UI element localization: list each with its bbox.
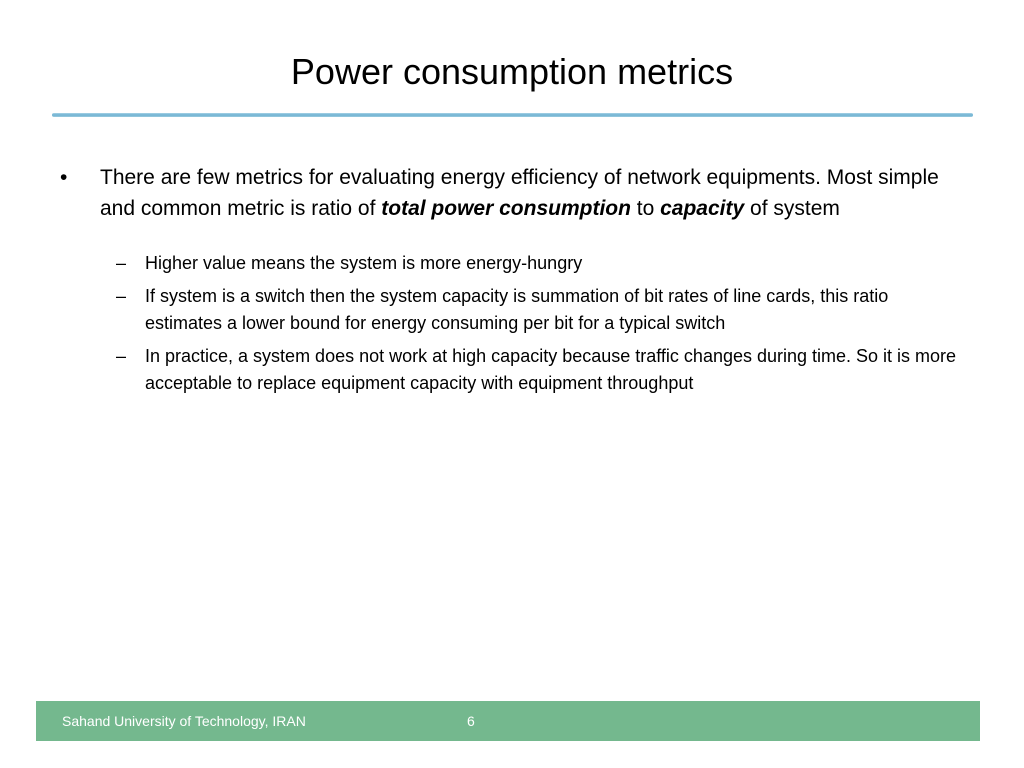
main-bullet-emphasis-2: capacity	[660, 197, 745, 220]
sub-bullet	[60, 250, 960, 277]
main-bullet	[60, 162, 960, 224]
sub-bullet-marker: –	[116, 253, 127, 273]
main-bullet-text-3: of system	[744, 197, 840, 220]
sub-bullet-marker: –	[116, 346, 127, 366]
main-bullet-text-2: to	[630, 197, 661, 220]
main-bullet-emphasis-1: total power consumption	[381, 197, 631, 220]
slide-content	[60, 162, 960, 403]
sub-bullet-marker: –	[116, 286, 127, 306]
sub-bullet-text: Higher value means the system is more energy-hungry	[145, 253, 583, 273]
sub-bullet-text: In practice, a system does not work at high capacity because traffic changes during time. So it is more acceptable to replace equipment capacity with equipment throughput	[145, 346, 957, 393]
page-number: 6	[467, 713, 475, 729]
sub-bullet	[60, 283, 960, 337]
title-divider	[52, 113, 973, 117]
footer-bar	[36, 701, 980, 741]
sub-bullet-list	[60, 250, 960, 397]
bullet-marker: •	[60, 166, 68, 189]
sub-bullet	[60, 343, 960, 397]
sub-bullet-text: If system is a switch then the system capacity is summation of bit rates of line cards, this ratio estimates a lower bound for energy consuming per bit for a typical switch	[145, 286, 889, 333]
main-bullet-text-1: There are few metrics for evaluating energy efficiency of network equipments. Most simple and common metric is ratio of	[100, 166, 939, 220]
footer-institution: Sahand University of Technology, IRAN	[62, 713, 306, 729]
slide-title: Power consumption metrics	[290, 51, 734, 92]
